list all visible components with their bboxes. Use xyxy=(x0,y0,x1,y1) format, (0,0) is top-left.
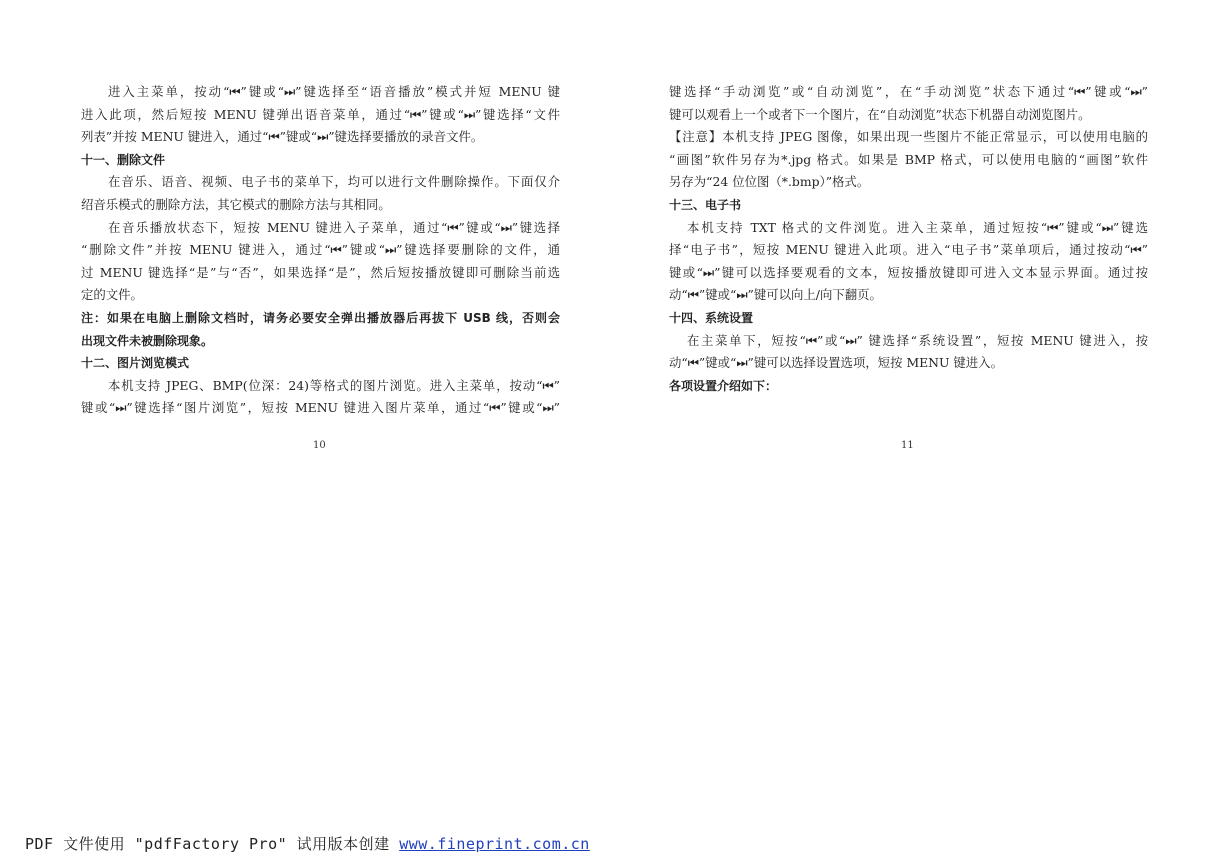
note-line: 出现文件未被删除现象。 xyxy=(81,333,214,348)
paragraph-line: 键或“⏭”键可以选择要观看的文本，短按播放键即可进入文本显示界面。通过按 xyxy=(669,264,1148,280)
footer-link[interactable]: www.fineprint.com.cn xyxy=(399,835,590,853)
paragraph-line: 本机支持 TXT 格式的文件浏览。进入主菜单，通过短按“⏮”键或“⏭”键选 xyxy=(687,219,1148,235)
section-heading: 各项设置介绍如下： xyxy=(669,378,778,393)
page-number-right: 11 xyxy=(901,440,914,451)
paragraph-line: 键选择“手动浏览”或“自动浏览”，在“手动浏览”状态下通过“⏮”键或“⏭” xyxy=(669,84,1148,99)
paragraph-line: 过 MENU 键选择“是”与“否”，如果选择“是”，然后短按播放键即可删除当前选 xyxy=(81,264,560,280)
paragraph-line: 本机支持 JPEG、BMP(位深：24)等格式的图片浏览。进入主菜单，按动“⏮” xyxy=(108,377,560,393)
paragraph-line: 进入此项，然后短按 MENU 键弹出语音菜单，通过“⏮”键或“⏭”键选择“文件 xyxy=(81,106,560,122)
section-heading: 十二、图片浏览模式 xyxy=(81,356,190,371)
paragraph-line: 列表”并按 MENU 键进入，通过“⏮”键或“⏭”键选择要播放的录音文件。 xyxy=(81,129,484,145)
section-heading: 十四、系统设置 xyxy=(669,310,754,325)
section-heading: 十三、电子书 xyxy=(669,197,742,212)
paragraph-line: “画图”软件另存为*.jpg 格式。如果是 BMP 格式，可以使用电脑的“画图”软件 xyxy=(669,151,1148,167)
paragraph-line: 绍音乐模式的删除方法，其它模式的删除方法与其相同。 xyxy=(81,196,391,212)
left-page xyxy=(81,81,560,420)
paragraph-line: 动“⏮”键或“⏭”键可以向上/向下翻页。 xyxy=(669,287,882,303)
paragraph-line: 在音乐播放状态下，短按 MENU 键进入子菜单，通过“⏮”键或“⏭”键选择 xyxy=(108,219,560,235)
paragraph-line: 进入主菜单，按动“⏮”键或“⏭”键选择至“语音播放”模式并短 MENU 键 xyxy=(108,84,560,99)
paragraph-line: 键或“⏭”键选择“图片浏览”，短按 MENU 键进入图片菜单，通过“⏮”键或“⏭” xyxy=(81,400,560,416)
paragraph-line: 键可以观看上一个或者下一个图片，在“自动浏览”状态下机器自动浏览图片。 xyxy=(669,106,1091,122)
pdf-watermark-footer xyxy=(25,833,590,854)
notice-line: 【注意】本机支持 JPEG 图像，如果出现一些图片不能正常显示，可以使用电脑的 xyxy=(669,129,1148,145)
paragraph-line: 择“电子书”，短按 MENU 键进入此项。进入“电子书”菜单项后，通过按动“⏮” xyxy=(669,242,1148,258)
section-heading: 十一、删除文件 xyxy=(81,152,166,167)
paragraph-line: 另存为“24 位位图（*.bmp）”格式。 xyxy=(669,174,870,190)
paragraph-line: 动“⏮”键或“⏭”键可以选择设置选项，短按 MENU 键进入。 xyxy=(669,355,1003,371)
footer-text: PDF 文件使用 "pdfFactory Pro" 试用版本创建 xyxy=(25,835,400,853)
note-line: 注：如果在电脑上删除文档时，请务必要安全弹出播放器后再拔下 USB 线，否则会 xyxy=(81,310,560,325)
paragraph-line: “删除文件”并按 MENU 键进入，通过“⏮”键或“⏭”键选择要删除的文件，通 xyxy=(81,242,560,258)
page-number-left: 10 xyxy=(313,440,326,451)
paragraph-line: 在主菜单下，短按“⏮”或“⏭” 键选择“系统设置”，短按 MENU 键进入，按 xyxy=(687,332,1148,348)
paragraph-line: 在音乐、语音、视频、电子书的菜单下，均可以进行文件删除操作。下面仅介 xyxy=(108,174,560,190)
paragraph-line: 定的文件。 xyxy=(81,287,143,303)
right-page xyxy=(669,81,1148,397)
